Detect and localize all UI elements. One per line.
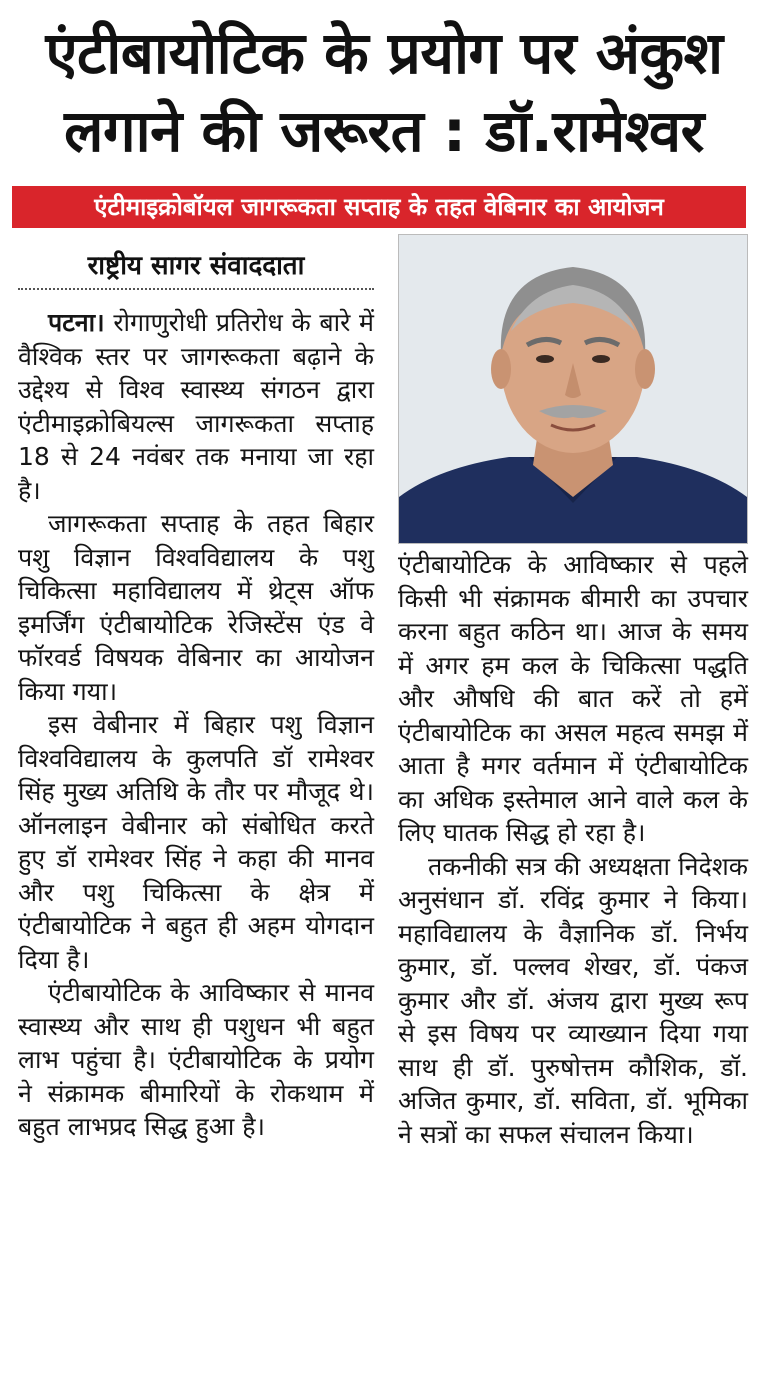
paragraph-text: रोगाणुरोधी प्रतिरोध के बारे में वैश्विक स्तर पर जागरूकता बढ़ाने के उद्देश्य से विश्व स्वास्थ्य संगठन द्वारा एंटीमाइक्रोबियल्स जागरूकता सप्ताह 18 से 24 नवंबर तक मनाया जा रहा है। bbox=[18, 308, 374, 505]
dateline: पटना। bbox=[48, 308, 105, 337]
article-paragraph: जागरूकता सप्ताह के तहत बिहार पशु विज्ञान विश्वविद्यालय के पशु चिकित्सा महाविद्यालय में थ्रेट्स ऑफ इमर्जिंग एंटीबायोटिक रेजिस्टेंस एंड वे फॉरवर्ड विषयक वेबिनार का आयोजन किया गया। bbox=[18, 509, 374, 706]
article-left-column bbox=[18, 306, 374, 1144]
headline bbox=[10, 14, 758, 170]
article-paragraph: तकनीकी सत्र की अध्यक्षता निदेशक अनुसंधान डॉ. रविंद्र कुमार ने किया। महाविद्यालय के वैज्ञानिक डॉ. निर्भय कुमार, डॉ. पल्लव शेखर, डॉ. पंकज कुमार और डॉ. अंजय द्वारा मुख्य रूप से इस विषय पर व्याख्यान दिया गया साथ ही डॉ. पुरुषोत्तम कौशिक, डॉ. अजित कुमार, डॉ. सविता, डॉ. भूमिका ने सत्रों का सफल संचालन किया। bbox=[398, 851, 748, 1149]
portrait-photo bbox=[398, 234, 748, 544]
byline: राष्ट्रीय सागर संवाददाता bbox=[18, 244, 374, 290]
headline-line-1: एंटीबायोटिक के प्रयोग पर अंकुश bbox=[45, 19, 723, 87]
article-paragraph: इस वेबीनार में बिहार पशु विज्ञान विश्वविद्यालय के कुलपति डॉ रामेश्वर सिंह मुख्य अतिथि के तौर पर मौजूद थे। ऑनलाइन वेबीनार को संबोधित करते हुए डॉ रामेश्वर सिंह ने कहा की मानव और पशु चिकित्सा के क्षेत्र में एंटीबायोटिक ने बहुत ही अहम योगदान दिया है। bbox=[18, 710, 374, 974]
article-paragraph: एंटीबायोटिक के आविष्कार से पहले किसी भी संक्रामक बीमारी का उपचार करना बहुत कठिन था। आज के समय में अगर हम कल के चिकित्सा पद्धति और औषधि की बात करें तो हमें एंटीबायोटिक का असल महत्व समझ में आता है मगर वर्तमान में एंटीबायोटिक का अधिक इस्तेमाल आने वाले कल के लिए घातक सिद्ध हो रहा है। bbox=[398, 550, 748, 847]
headline-line-2: लगाने की जरूरत : डॉ.रामेश्वर bbox=[64, 97, 704, 165]
subheadline-banner: एंटीमाइक्रोबॉयल जागरूकता सप्ताह के तहत वेबिनार का आयोजन bbox=[12, 186, 746, 228]
article-paragraph bbox=[18, 306, 374, 507]
portrait-illustration bbox=[399, 235, 747, 543]
article-paragraph: एंटीबायोटिक के आविष्कार से मानव स्वास्थ्य और साथ ही पशुधन भी बहुत लाभ पहुंचा है। एंटीबायोटिक के प्रयोग ने संक्रामक बीमारियों के रोकथाम में बहुत लाभप्रद सिद्ध हुआ है। bbox=[18, 978, 374, 1141]
article-right-column bbox=[398, 548, 748, 1151]
